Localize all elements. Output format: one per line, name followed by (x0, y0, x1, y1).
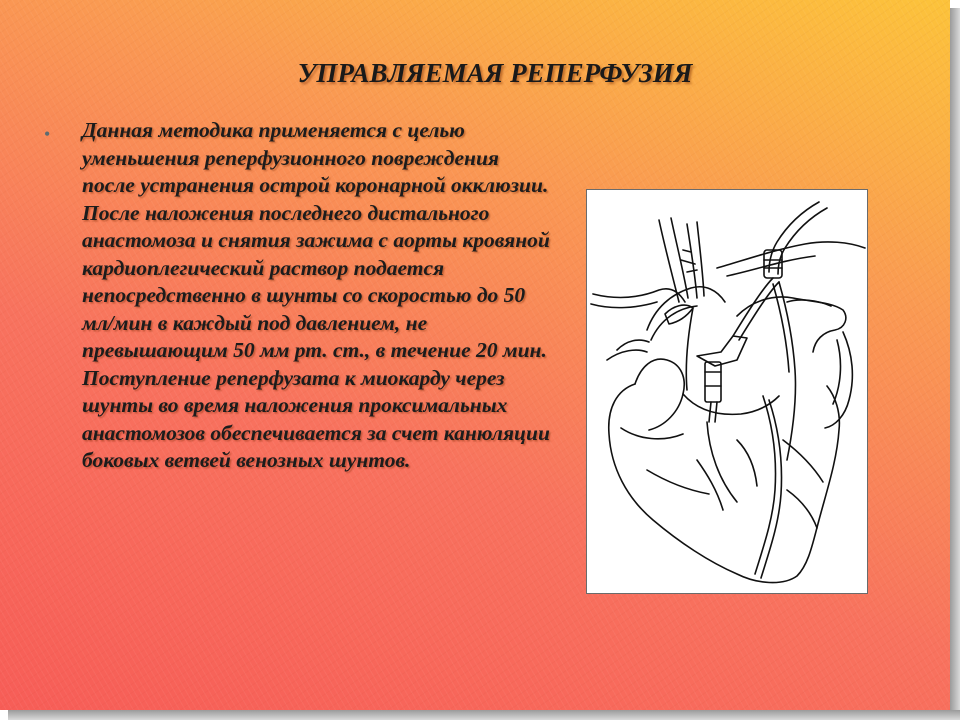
slide-shadow-right (950, 8, 960, 720)
heart-illustration (586, 189, 868, 594)
bullet-text: Данная методика применяется с целью уменьшения реперфузионного повреждения после устранения острой коронарной окклюзии. После наложения последнего дистального анастомоза и снятия зажима с аорты кровяной кардиоплегический раствор подается непосредственно в шунты со скоростью до 50 мл/мин в каждый под давлением, не превышающим 50 мм рт. ст., в течение 20 мин. Поступление реперфузата к миокарду через шунты во время наложения проксимальных анастомозов обеспечивается за счет канюляции боковых ветвей венозных шунтов. (82, 118, 550, 472)
slide-shadow-bottom (8, 710, 960, 720)
heart-cannula-icon (587, 190, 867, 593)
bullet-icon: • (44, 124, 51, 144)
slide-title: УПРАВЛЯЕМАЯ РЕПЕРФУЗИЯ (297, 58, 693, 88)
